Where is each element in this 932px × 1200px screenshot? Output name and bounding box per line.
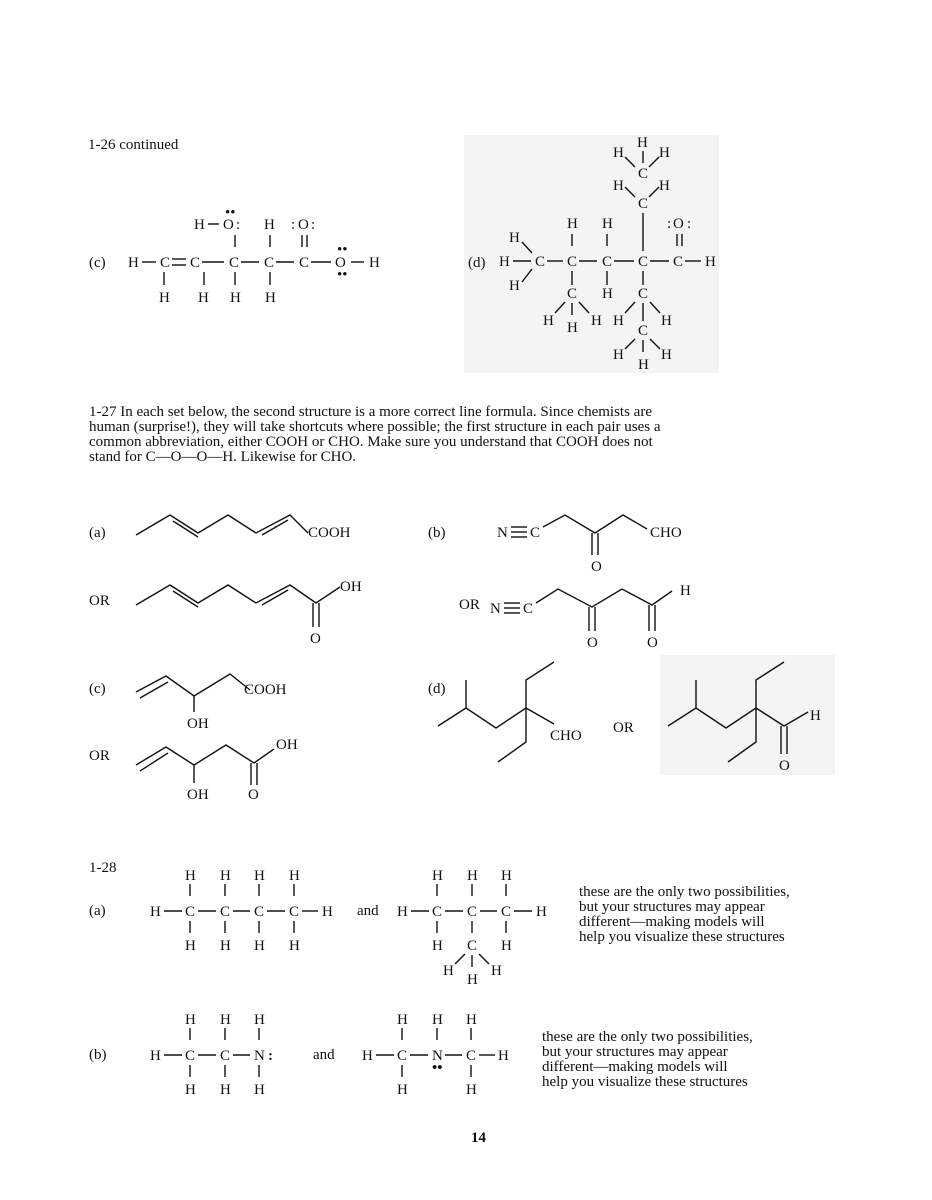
svg-text:H: H [397, 1082, 408, 1098]
svg-text:H: H [230, 290, 241, 306]
svg-text:H: H [536, 904, 547, 920]
structure-1-28-b-ethylamine [148, 1008, 308, 1103]
svg-text:C: C [567, 254, 578, 270]
svg-text:H: H [613, 145, 624, 161]
svg-text:H: H [289, 868, 300, 884]
structure-1-27-b-full [488, 577, 703, 652]
svg-text:H: H [265, 290, 276, 306]
svg-text:C: C [185, 1048, 196, 1064]
atom-h: H [264, 217, 275, 233]
oh-label: OH [187, 716, 209, 732]
svg-text:C: C [567, 286, 578, 302]
svg-text:H: H [543, 313, 554, 329]
atom-o: O [223, 217, 234, 233]
svg-text:H: H [466, 1082, 477, 1098]
svg-text:H: H [185, 1012, 196, 1028]
svg-text:C: C [289, 904, 300, 920]
svg-text:H: H [220, 868, 231, 884]
svg-text:C: C [523, 601, 534, 617]
svg-text:H: H [661, 347, 672, 363]
oh-label: OH [340, 579, 362, 595]
svg-text:H: H [501, 868, 512, 884]
svg-text:C: C [397, 1048, 408, 1064]
svg-text:C: C [229, 255, 240, 271]
svg-text::: : [687, 216, 692, 232]
svg-text:H: H [680, 583, 691, 599]
svg-text:H: H [159, 290, 170, 306]
o-label: O [248, 787, 259, 803]
structure-1-27-a-abbrev [130, 505, 380, 550]
svg-text:H: H [705, 254, 716, 270]
svg-text:N: N [497, 525, 508, 541]
cooh-label: COOH [244, 682, 287, 698]
svg-text:H: H [432, 938, 443, 954]
svg-text:N: N [254, 1048, 265, 1064]
note-1-28-a: these are the only two possibilities, but your structures may appear different—making models will help you visualize these structures [579, 884, 790, 945]
svg-text:C: C [185, 904, 196, 920]
svg-text:C: C [638, 166, 649, 182]
atom-o: O [298, 217, 309, 233]
label-1-28-b: (b) [89, 1047, 107, 1063]
structure-1-27-d-abbrev [430, 650, 600, 775]
svg-text:H: H [501, 938, 512, 954]
structure-1-26-c [120, 205, 400, 315]
svg-text:H: H [128, 255, 139, 271]
svg-text:H: H [591, 313, 602, 329]
svg-text:N: N [490, 601, 501, 617]
svg-text:H: H [254, 1012, 265, 1028]
svg-text:O: O [591, 559, 602, 575]
paragraph-line: 1-27 In each set below, the second structure is a more correct line formula. Since chemists are [89, 404, 652, 420]
or-label: OR [459, 597, 480, 613]
svg-text:H: H [185, 1082, 196, 1098]
cho-label: CHO [550, 728, 582, 744]
svg-text:C: C [638, 323, 649, 339]
svg-text:C: C [638, 196, 649, 212]
structure-1-28-a-butane [148, 864, 348, 964]
svg-text::: : [236, 217, 241, 233]
svg-text:H: H [443, 963, 454, 979]
svg-text:H: H [362, 1048, 373, 1064]
svg-text:H: H [659, 178, 670, 194]
svg-text:H: H [509, 278, 520, 294]
svg-text:H: H [397, 904, 408, 920]
svg-text:O: O [647, 635, 658, 651]
svg-text:H: H [613, 178, 624, 194]
label-1-26-c: (c) [89, 255, 106, 271]
o-label: O [310, 631, 321, 647]
svg-text:H: H [613, 313, 624, 329]
svg-text:H: H [509, 230, 520, 246]
svg-text:H: H [638, 357, 649, 373]
svg-text:H: H [602, 286, 613, 302]
svg-text:H: H [466, 1012, 477, 1028]
label-1-27-b: (b) [428, 525, 446, 541]
section-continued-label: 1-26 continued [88, 137, 179, 153]
cooh-label: COOH [308, 525, 351, 541]
svg-text:H: H [567, 320, 578, 336]
svg-text:C: C [190, 255, 201, 271]
svg-text:H: H [254, 1082, 265, 1098]
svg-text:C: C [467, 938, 478, 954]
svg-text:C: C [220, 904, 231, 920]
svg-text:O: O [779, 758, 790, 774]
svg-text:••: •• [337, 267, 348, 283]
svg-text:H: H [322, 904, 333, 920]
svg-text:C: C [602, 254, 613, 270]
svg-text:C: C [467, 904, 478, 920]
svg-text:H: H [220, 1082, 231, 1098]
svg-text:C: C [530, 525, 541, 541]
svg-text:H: H [661, 313, 672, 329]
atom-o: O [335, 255, 346, 271]
paragraph-line: stand for C—O—O—H. Likewise for CHO. [89, 449, 357, 465]
svg-text:C: C [501, 904, 512, 920]
svg-text:C: C [220, 1048, 231, 1064]
svg-text::: : [667, 216, 672, 232]
or-label: OR [89, 748, 110, 764]
paragraph-1-27 [89, 405, 749, 465]
or-label: OR [613, 720, 634, 736]
structure-1-28-a-isobutane [395, 864, 565, 989]
svg-text:O: O [587, 635, 598, 651]
structure-1-27-b-abbrev [495, 505, 705, 575]
svg-text::: : [311, 217, 316, 233]
svg-text:O: O [673, 216, 684, 232]
svg-text:••: •• [337, 242, 348, 258]
svg-text:H: H [567, 216, 578, 232]
problem-1-28-number: 1-28 [89, 860, 117, 876]
svg-text::: : [268, 1048, 273, 1064]
oh-label: OH [276, 737, 298, 753]
svg-text:H: H [254, 868, 265, 884]
structure-1-28-b-dimethylamine [360, 1008, 530, 1103]
svg-text:••: •• [225, 205, 236, 221]
svg-text:••: •• [432, 1060, 443, 1076]
and-label: and [357, 903, 379, 919]
svg-text:H: H [498, 1048, 509, 1064]
label-1-27-a: (a) [89, 525, 106, 541]
svg-text:C: C [673, 254, 684, 270]
svg-text:C: C [254, 904, 265, 920]
note-1-28-b: these are the only two possibilities, but your structures may appear different—making models will help you visualize these structures [542, 1029, 753, 1090]
svg-text:H: H [150, 1048, 161, 1064]
svg-text:H: H [254, 938, 265, 954]
svg-text:C: C [638, 254, 649, 270]
label-1-27-d: (d) [428, 681, 446, 697]
svg-text:H: H [150, 904, 161, 920]
and-label: and [313, 1047, 335, 1063]
svg-text:H: H [467, 972, 478, 988]
svg-text:H: H [499, 254, 510, 270]
svg-text:H: H [185, 868, 196, 884]
svg-text:H: H [659, 145, 670, 161]
structure-1-26-d [495, 135, 730, 375]
svg-text:C: C [432, 904, 443, 920]
oh-label: OH [187, 787, 209, 803]
svg-text:H: H [220, 938, 231, 954]
paragraph-line: human (surprise!), they will take shortcuts where possible; the first structure in each pair uses a [89, 419, 661, 435]
svg-text:H: H [602, 216, 613, 232]
page-number: 14 [471, 1130, 486, 1146]
structure-1-27-c-full [130, 725, 330, 805]
svg-text::: : [291, 217, 296, 233]
svg-text:H: H [613, 347, 624, 363]
svg-text:C: C [264, 255, 275, 271]
svg-text:H: H [432, 868, 443, 884]
cho-label: CHO [650, 525, 682, 541]
svg-text:H: H [220, 1012, 231, 1028]
svg-text:C: C [466, 1048, 477, 1064]
svg-text:H: H [467, 868, 478, 884]
svg-text:H: H [432, 1012, 443, 1028]
svg-text:H: H [637, 135, 648, 151]
svg-text:H: H [397, 1012, 408, 1028]
structure-1-27-d-full [660, 650, 835, 780]
label-1-28-a: (a) [89, 903, 106, 919]
structure-1-27-a-full [130, 575, 380, 650]
svg-text:H: H [198, 290, 209, 306]
svg-text:H: H [369, 255, 380, 271]
or-label: OR [89, 593, 110, 609]
svg-text:N: N [432, 1048, 443, 1064]
svg-text:C: C [299, 255, 310, 271]
structure-1-27-c-abbrev [130, 660, 330, 735]
paragraph-line: common abbreviation, either COOH or CHO. Make sure you understand that COOH does not [89, 434, 653, 450]
svg-text:C: C [160, 255, 171, 271]
svg-text:C: C [535, 254, 546, 270]
svg-text:H: H [491, 963, 502, 979]
atom-h: H [194, 217, 205, 233]
svg-text:C: C [638, 286, 649, 302]
svg-text:H: H [289, 938, 300, 954]
label-1-26-d: (d) [468, 255, 486, 271]
label-1-27-c: (c) [89, 681, 106, 697]
svg-text:H: H [185, 938, 196, 954]
svg-text:H: H [810, 708, 821, 724]
